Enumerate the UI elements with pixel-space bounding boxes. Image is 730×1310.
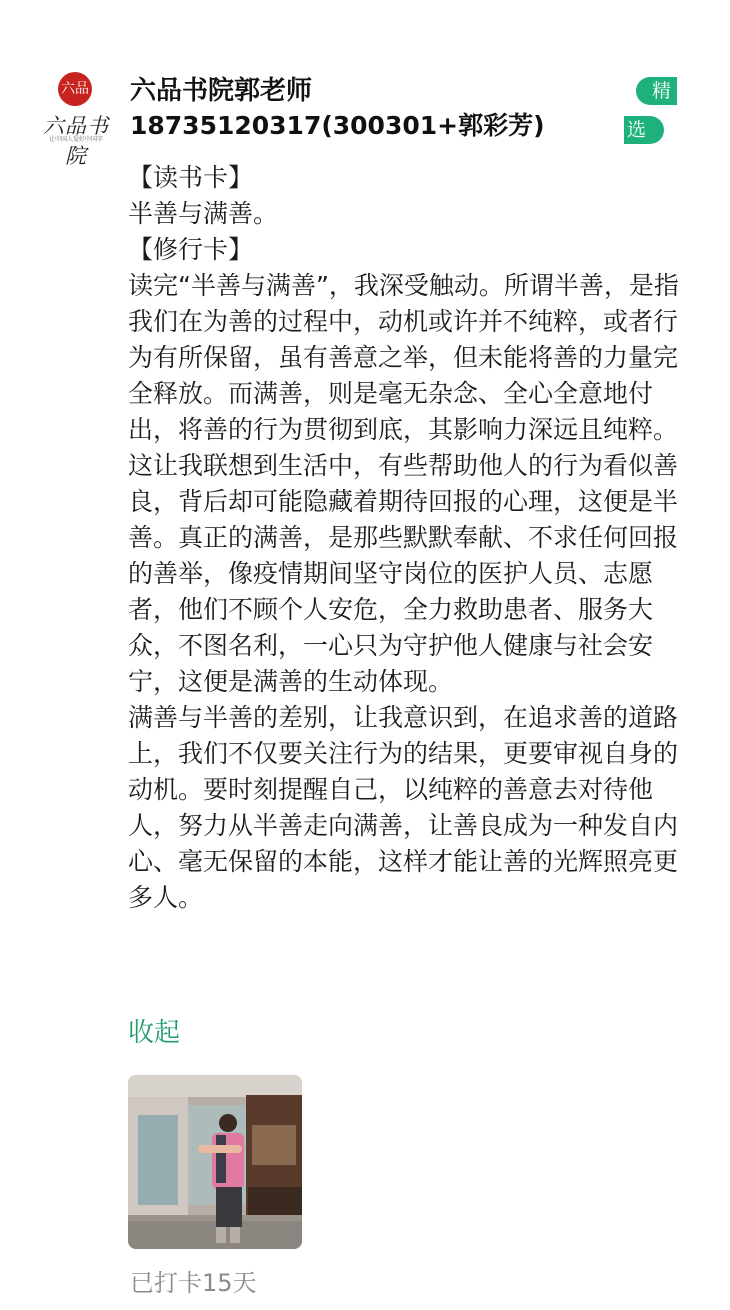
featured-badge-bottom: 选 <box>624 116 664 144</box>
body-paragraph-1: 读完“半善与满善”，我深受触动。所谓半善，是指我们在为善的过程中，动机或许并不纯粹，或者行为有所保留，虽有善意之举，但未能将善的力量完全释放。而满善，则是毫无杂念、全心全意地付出，将善的行为贯彻到底，其影响力深远且纯粹。 <box>128 271 679 444</box>
author-name[interactable]: 六品书院郭老师 <box>130 76 313 106</box>
featured-badge-top: 精 <box>636 77 677 105</box>
author-id: 18735120317(300301+郭彩芳) <box>130 111 545 140</box>
post-photo[interactable] <box>128 1075 302 1249</box>
collapse-link[interactable]: 收起 <box>128 1018 181 1048</box>
logo-seal: 六品 <box>58 72 92 106</box>
reading-card-title: 【读书卡】 <box>128 163 254 192</box>
author-avatar[interactable] <box>36 72 116 168</box>
body-paragraph-3: 满善与半善的差别，让我意识到，在追求善的道路上，我们不仅要关注行为的结果，更要审视自身的动机。要时刻提醒自己，以纯粹的善意去对待他人，努力从半善走向满善，让善良成为一种发自内心、毫无保留的本能，这样才能让善的光辉照亮更多人。 <box>128 703 679 912</box>
post-body <box>128 160 698 916</box>
checkin-status: 已打卡15天 <box>130 1269 257 1297</box>
reading-card-text: 半善与满善。 <box>128 199 279 228</box>
photo-image <box>128 1075 302 1249</box>
practice-card-title: 【修行卡】 <box>128 235 254 264</box>
logo-text: 六品书院 <box>43 114 109 168</box>
post-header <box>0 0 730 168</box>
logo-subtitle: 让中国人爱好中国字 <box>48 136 103 143</box>
body-paragraph-2: 这让我联想到生活中，有些帮助他人的行为看似善良，背后却可能隐藏着期待回报的心理，这便是半善。真正的满善，是那些默默奉献、不求任何回报的善举，像疫情期间坚守岗位的医护人员、志愿者，他们不顾个人安危，全力救助患者、服务大众，不图名利，一心只为守护他人健康与社会安宁，这便是满善的生动体现。 <box>128 451 679 696</box>
